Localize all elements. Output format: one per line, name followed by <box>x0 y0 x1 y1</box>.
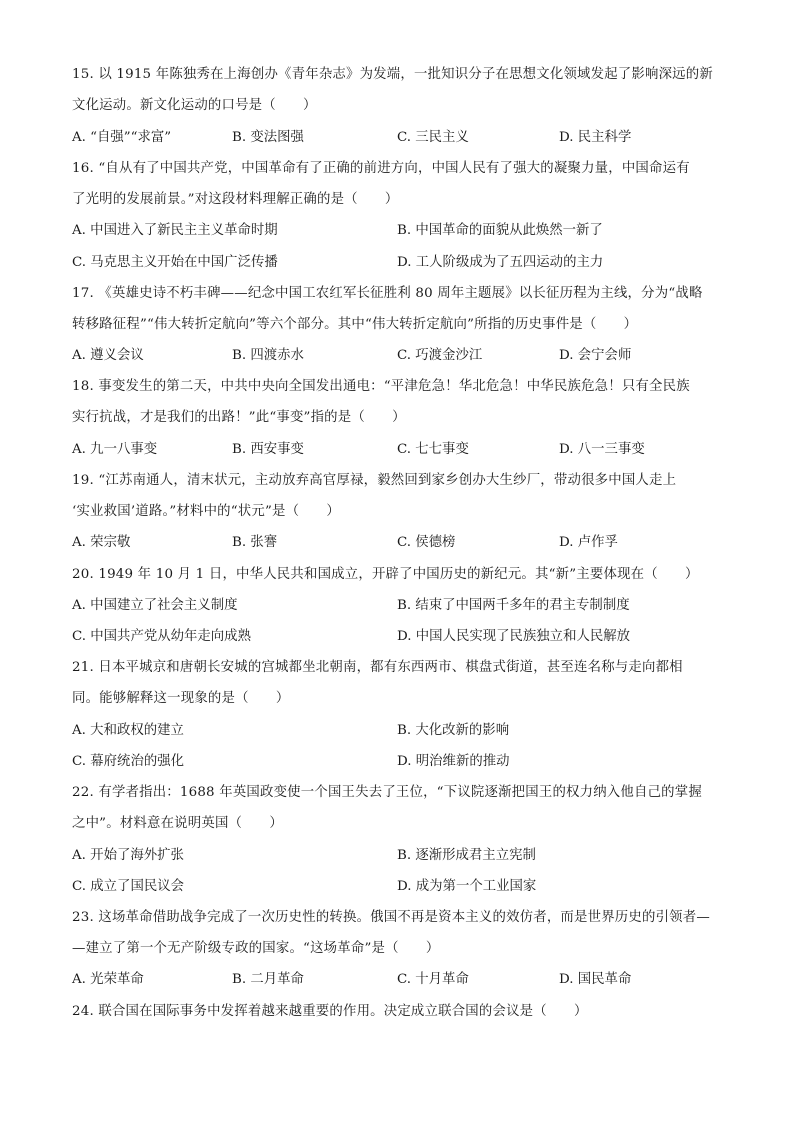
question-19-stem <box>72 465 724 527</box>
question-18-line-1: 18. 事变发生的第二天，中共中央向全国发出通电：“平津危急！华北危急！中华民族危急！只有全民族 <box>72 379 690 394</box>
question-16-line-2: 了光明的发展前景。”对这段材料理解正确的是（ ） <box>72 192 399 207</box>
question-15-options <box>72 122 724 153</box>
question-24-stem <box>72 996 724 1027</box>
question-17-line-1: 17. 《英雄史诗不朽丰碑——纪念中国工农红军长征胜利 80 周年主题展》以长征历程为主线，分为“战略 <box>72 286 703 301</box>
question-21-line-1: 21. 日本平城京和唐朝长安城的宫城都坐北朝南，都有东西两市、棋盘式街道，甚至连名称与走向都相 <box>72 660 683 675</box>
question-20-options-row-2 <box>72 621 724 652</box>
question-22-stem <box>72 777 724 839</box>
question-15-option-b[interactable]: B. 变法图强 <box>232 130 304 145</box>
question-18-option-d[interactable]: D. 八一三事变 <box>559 442 645 457</box>
question-23-line-2: —建立了第一个无产阶级专政的国家。“这场革命”是（ ） <box>72 941 440 956</box>
question-24-line-1: 24. 联合国在国际事务中发挥着越来越重要的作用。决定成立联合国的会议是（ ） <box>72 1004 588 1019</box>
question-22-option-d[interactable]: D. 成为第一个工业国家 <box>397 879 537 894</box>
question-23-option-b[interactable]: B. 二月革命 <box>232 972 304 987</box>
question-21-stem <box>72 652 724 714</box>
question-20-option-a[interactable]: A. 中国建立了社会主义制度 <box>72 598 238 613</box>
question-23-option-d[interactable]: D. 国民革命 <box>559 972 632 987</box>
question-17-options <box>72 340 724 371</box>
question-16-stem <box>72 153 724 215</box>
question-18-option-b[interactable]: B. 西安事变 <box>232 442 304 457</box>
question-23-option-a[interactable]: A. 光荣革命 <box>72 972 144 987</box>
question-20-option-c[interactable]: C. 中国共产党从幼年走向成熟 <box>72 629 251 644</box>
question-16-options-row-1 <box>72 215 724 246</box>
question-15-option-c[interactable]: C. 三民主义 <box>397 130 469 145</box>
question-20-options-row-1 <box>72 590 724 621</box>
question-17-option-a[interactable]: A. 遵义会议 <box>72 348 144 363</box>
question-19-option-c[interactable]: C. 侯德榜 <box>397 535 456 550</box>
question-21-option-c[interactable]: C. 幕府统治的强化 <box>72 754 185 769</box>
question-22-line-2: 之中”。材料意在说明英国（ ） <box>72 816 283 831</box>
question-18-option-c[interactable]: C. 七七事变 <box>397 442 469 457</box>
question-23-options <box>72 964 724 995</box>
question-16-option-a[interactable]: A. 中国进入了新民主主义革命时期 <box>72 223 278 238</box>
question-22-option-b[interactable]: B. 逐渐形成君主立宪制 <box>397 848 536 863</box>
question-17-option-d[interactable]: D. 会宁会师 <box>559 348 632 363</box>
question-19-option-a[interactable]: A. 荣宗敬 <box>72 535 131 550</box>
question-20-option-b[interactable]: B. 结束了中国两千多年的君主专制制度 <box>397 598 630 613</box>
question-19-option-d[interactable]: D. 卢作孚 <box>559 535 618 550</box>
question-23-line-1: 23. 这场革命借助战争完成了一次历史性的转换。俄国不再是资本主义的效仿者，而是世界历史的引领者— <box>72 910 710 925</box>
question-17-option-b[interactable]: B. 四渡赤水 <box>232 348 304 363</box>
question-17-option-c[interactable]: C. 巧渡金沙江 <box>397 348 483 363</box>
question-21-option-a[interactable]: A. 大和政权的建立 <box>72 723 184 738</box>
question-21-option-d[interactable]: D. 明治维新的推动 <box>397 754 510 769</box>
question-20-option-d[interactable]: D. 中国人民实现了民族独立和人民解放 <box>397 629 631 644</box>
question-19-options <box>72 527 724 558</box>
question-15-line-2: 文化运动。新文化运动的口号是（ ） <box>72 98 317 113</box>
question-15-option-a[interactable]: A. “自强”“求富” <box>72 130 172 145</box>
question-22-options-row-2 <box>72 871 724 902</box>
question-22-option-c[interactable]: C. 成立了国民议会 <box>72 879 185 894</box>
question-18-option-a[interactable]: A. 九一八事变 <box>72 442 158 457</box>
question-21-options-row-2 <box>72 746 724 777</box>
question-15-stem <box>72 59 724 121</box>
question-20-line-1: 20. 1949 年 10 月 1 日，中华人民共和国成立，开辟了中国历史的新纪元。其“新”主要体现在（ ） <box>72 567 699 582</box>
question-19-line-2: ‘实业救国’道路。”材料中的“状元”是（ ） <box>72 504 340 519</box>
question-16-option-b[interactable]: B. 中国革命的面貌从此焕然一新了 <box>397 223 603 238</box>
question-21-line-2: 同。能够解释这一现象的是（ ） <box>72 691 290 706</box>
question-22-options-row-1 <box>72 840 724 871</box>
question-18-line-2: 实行抗战，才是我们的出路！”此“事变”指的是（ ） <box>72 410 406 425</box>
question-19-option-b[interactable]: B. 张謇 <box>232 535 278 550</box>
question-16-option-c[interactable]: C. 马克思主义开始在中国广泛传播 <box>72 255 278 270</box>
question-15-option-d[interactable]: D. 民主科学 <box>559 130 632 145</box>
question-22-option-a[interactable]: A. 开始了海外扩张 <box>72 848 184 863</box>
question-18-options <box>72 434 724 465</box>
question-17-stem <box>72 278 724 340</box>
question-23-option-c[interactable]: C. 十月革命 <box>397 972 469 987</box>
question-21-option-b[interactable]: B. 大化改新的影响 <box>397 723 510 738</box>
question-21-options-row-1 <box>72 715 724 746</box>
question-20-stem <box>72 559 724 590</box>
question-22-line-1: 22. 有学者指出：1688 年英国政变使一个国王失去了王位，“下议院逐渐把国王的权力纳入他自己的掌握 <box>72 785 702 800</box>
question-17-line-2: 转移路征程”“伟大转折定航向”等六个部分。其中“伟大转折定航向”所指的历史事件是（ ） <box>72 317 638 332</box>
question-16-options-row-2 <box>72 247 724 278</box>
question-16-option-d[interactable]: D. 工人阶级成为了五四运动的主力 <box>397 255 604 270</box>
question-23-stem <box>72 902 724 964</box>
question-15-line-1: 15. 以 1915 年陈独秀在上海创办《青年杂志》为发端，一批知识分子在思想文化领域发起了影响深远的新 <box>72 67 713 82</box>
question-16-line-1: 16. “自从有了中国共产党，中国革命有了正确的前进方向，中国人民有了强大的凝聚力量，中国命运有 <box>72 161 690 176</box>
question-19-line-1: 19. “江苏南通人，清末状元，主动放弃高官厚禄，毅然回到家乡创办大生纱厂，带动很多中国人走上 <box>72 473 677 488</box>
question-18-stem <box>72 371 724 433</box>
